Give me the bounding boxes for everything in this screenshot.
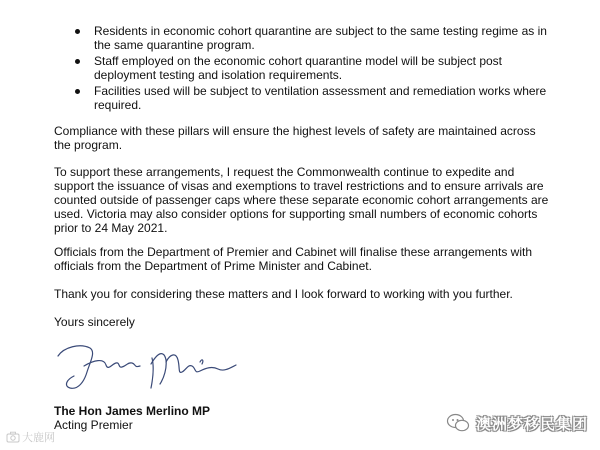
bullet-item <box>0 24 600 52</box>
signature-image <box>54 338 244 396</box>
thanks-paragraph: Thank you for considering these matters and I look forward to working with you further. <box>54 287 513 301</box>
right-watermark <box>446 412 588 434</box>
bullet-text: Facilities used will be subject to ventilation assessment and remediation works where required. <box>94 84 547 112</box>
compliance-paragraph: Compliance with these pillars will ensure the highest levels of safety are maintained across the program. <box>54 124 536 152</box>
left-watermark <box>6 429 55 445</box>
signatory-name: The Hon James Merlino MP <box>54 404 211 418</box>
bullet-text: Staff employed on the economic cohort quarantine model will be subject post deployment testing and isolation requirements. <box>94 54 503 82</box>
support-paragraph: To support these arrangements, I request the Commonwealth continue to expedite and support the issuance of visas and exemptions to travel restrictions and to ensure arrivals are counted outside of passenger caps where these separate economic cohort arrangements are used. Victoria may also consider options for supporting small numbers of economic cohorts prior to 24 May 2021. <box>54 165 549 235</box>
closing-salutation: Yours sincerely <box>54 315 135 329</box>
bullet-item <box>0 84 600 112</box>
camera-icon <box>6 431 20 443</box>
officials-paragraph: Officials from the Department of Premier and Cabinet will finalise these arrangements with officials from the Department of Prime Minister and Cabinet. <box>54 245 532 273</box>
left-watermark-text: 大鹿网 <box>22 431 55 444</box>
chat-bubble-icon <box>446 412 470 434</box>
bullet-dot-icon <box>75 29 80 34</box>
right-watermark-text: 澳洲梦移民集团 <box>476 414 589 433</box>
bullet-list <box>0 24 600 112</box>
bullet-item <box>0 54 600 82</box>
bullet-text: Residents in economic cohort quarantine are subject to the same testing regime as in the same quarantine program. <box>94 24 547 52</box>
bullet-dot-icon <box>75 59 80 64</box>
signatory-title: Acting Premier <box>54 418 133 432</box>
bullet-dot-icon <box>75 89 80 94</box>
